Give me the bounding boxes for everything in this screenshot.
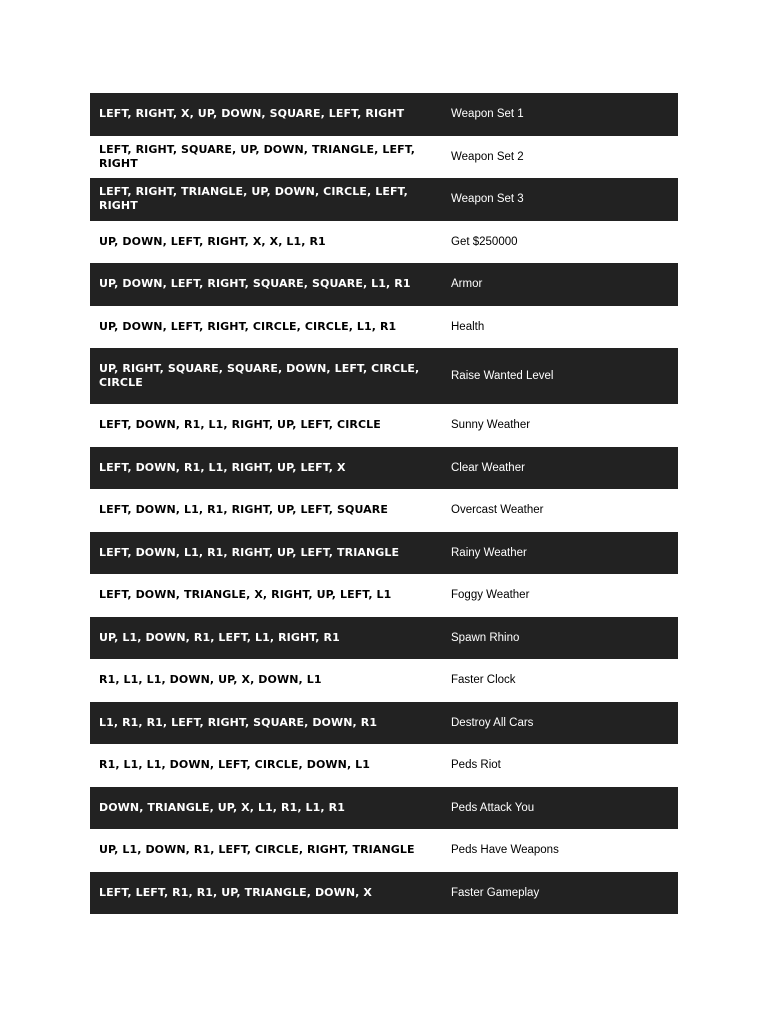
- cheat-code: LEFT, DOWN, L1, R1, RIGHT, UP, LEFT, TRIANGLE: [99, 545, 400, 559]
- cheat-table: [90, 93, 678, 914]
- table-row: [90, 872, 678, 915]
- cheat-effect: Raise Wanted Level: [451, 370, 554, 382]
- table-row: [90, 744, 678, 787]
- cheat-code: LEFT, DOWN, R1, L1, RIGHT, UP, LEFT, X: [99, 460, 346, 474]
- cheat-effect: Faster Clock: [451, 674, 516, 687]
- cheat-effect: Foggy Weather: [451, 589, 530, 602]
- cheat-effect: Sunny Weather: [451, 419, 531, 432]
- cheat-effect: Peds Attack You: [451, 801, 535, 814]
- cheat-code: UP, DOWN, LEFT, RIGHT, SQUARE, SQUARE, L1, R1: [99, 277, 411, 291]
- cheat-effect: Armor: [451, 278, 483, 291]
- table-row: [90, 574, 678, 617]
- cheat-code: R1, L1, L1, DOWN, UP, X, DOWN, L1: [99, 673, 322, 687]
- cheat-code: LEFT, RIGHT, X, UP, DOWN, SQUARE, LEFT, RIGHT: [99, 107, 405, 121]
- cheat-code: R1, L1, L1, DOWN, LEFT, CIRCLE, DOWN, L1: [99, 758, 371, 772]
- table-row: [90, 136, 678, 179]
- cheat-effect: Get $250000: [451, 235, 518, 248]
- cheat-code: DOWN, TRIANGLE, UP, X, L1, R1, L1, R1: [99, 800, 345, 814]
- cheat-effect: Weapon Set 2: [451, 150, 524, 163]
- table-row: [90, 702, 678, 745]
- cheat-code: LEFT, RIGHT, TRIANGLE, UP, DOWN, CIRCLE, LEFT, RIGHT: [99, 185, 408, 213]
- table-row: [90, 532, 678, 575]
- cheat-code: LEFT, RIGHT, SQUARE, UP, DOWN, TRIANGLE, LEFT, RIGHT: [99, 142, 416, 170]
- cheat-code: LEFT, DOWN, L1, R1, RIGHT, UP, LEFT, SQUARE: [99, 503, 388, 517]
- cheat-code: UP, L1, DOWN, R1, LEFT, L1, RIGHT, R1: [99, 630, 340, 644]
- cheat-effect: Weapon Set 3: [451, 193, 524, 206]
- table-row: [90, 263, 678, 306]
- table-row: [90, 93, 678, 136]
- table-row: [90, 787, 678, 830]
- cheat-code: L1, R1, R1, LEFT, RIGHT, SQUARE, DOWN, R1: [99, 715, 378, 729]
- cheat-effect: Weapon Set 1: [451, 108, 524, 121]
- cheat-code: UP, RIGHT, SQUARE, SQUARE, DOWN, LEFT, CIRCLE, CIRCLE: [99, 362, 420, 389]
- cheat-effect: Peds Riot: [451, 759, 501, 772]
- cheat-code: UP, DOWN, LEFT, RIGHT, CIRCLE, CIRCLE, L1, R1: [99, 319, 397, 333]
- table-row: [90, 306, 678, 349]
- cheat-effect: Faster Gameplay: [451, 886, 540, 899]
- cheat-code: LEFT, DOWN, R1, L1, RIGHT, UP, LEFT, CIRCLE: [99, 418, 381, 432]
- cheat-effect: Destroy All Cars: [451, 716, 534, 729]
- cheat-effect: Overcast Weather: [451, 504, 544, 517]
- cheat-code: LEFT, DOWN, TRIANGLE, X, RIGHT, UP, LEFT, L1: [99, 588, 392, 602]
- cheat-effect: Clear Weather: [451, 461, 525, 474]
- table-row: [90, 348, 678, 404]
- table-row: [90, 447, 678, 490]
- cheat-code: UP, DOWN, LEFT, RIGHT, X, X, L1, R1: [99, 234, 326, 248]
- cheat-effect: Peds Have Weapons: [451, 844, 559, 857]
- table-row: [90, 221, 678, 264]
- table-row: [90, 659, 678, 702]
- cheat-code: UP, L1, DOWN, R1, LEFT, CIRCLE, RIGHT, TRIANGLE: [99, 843, 415, 857]
- cheat-effect: Rainy Weather: [451, 546, 527, 559]
- table-row: [90, 178, 678, 221]
- table-row: [90, 404, 678, 447]
- cheat-effect: Health: [451, 320, 485, 333]
- table-row: [90, 829, 678, 872]
- table-row: [90, 489, 678, 532]
- cheat-code: LEFT, LEFT, R1, R1, UP, TRIANGLE, DOWN, X: [99, 885, 372, 899]
- table-row: [90, 617, 678, 660]
- cheat-effect: Spawn Rhino: [451, 631, 520, 644]
